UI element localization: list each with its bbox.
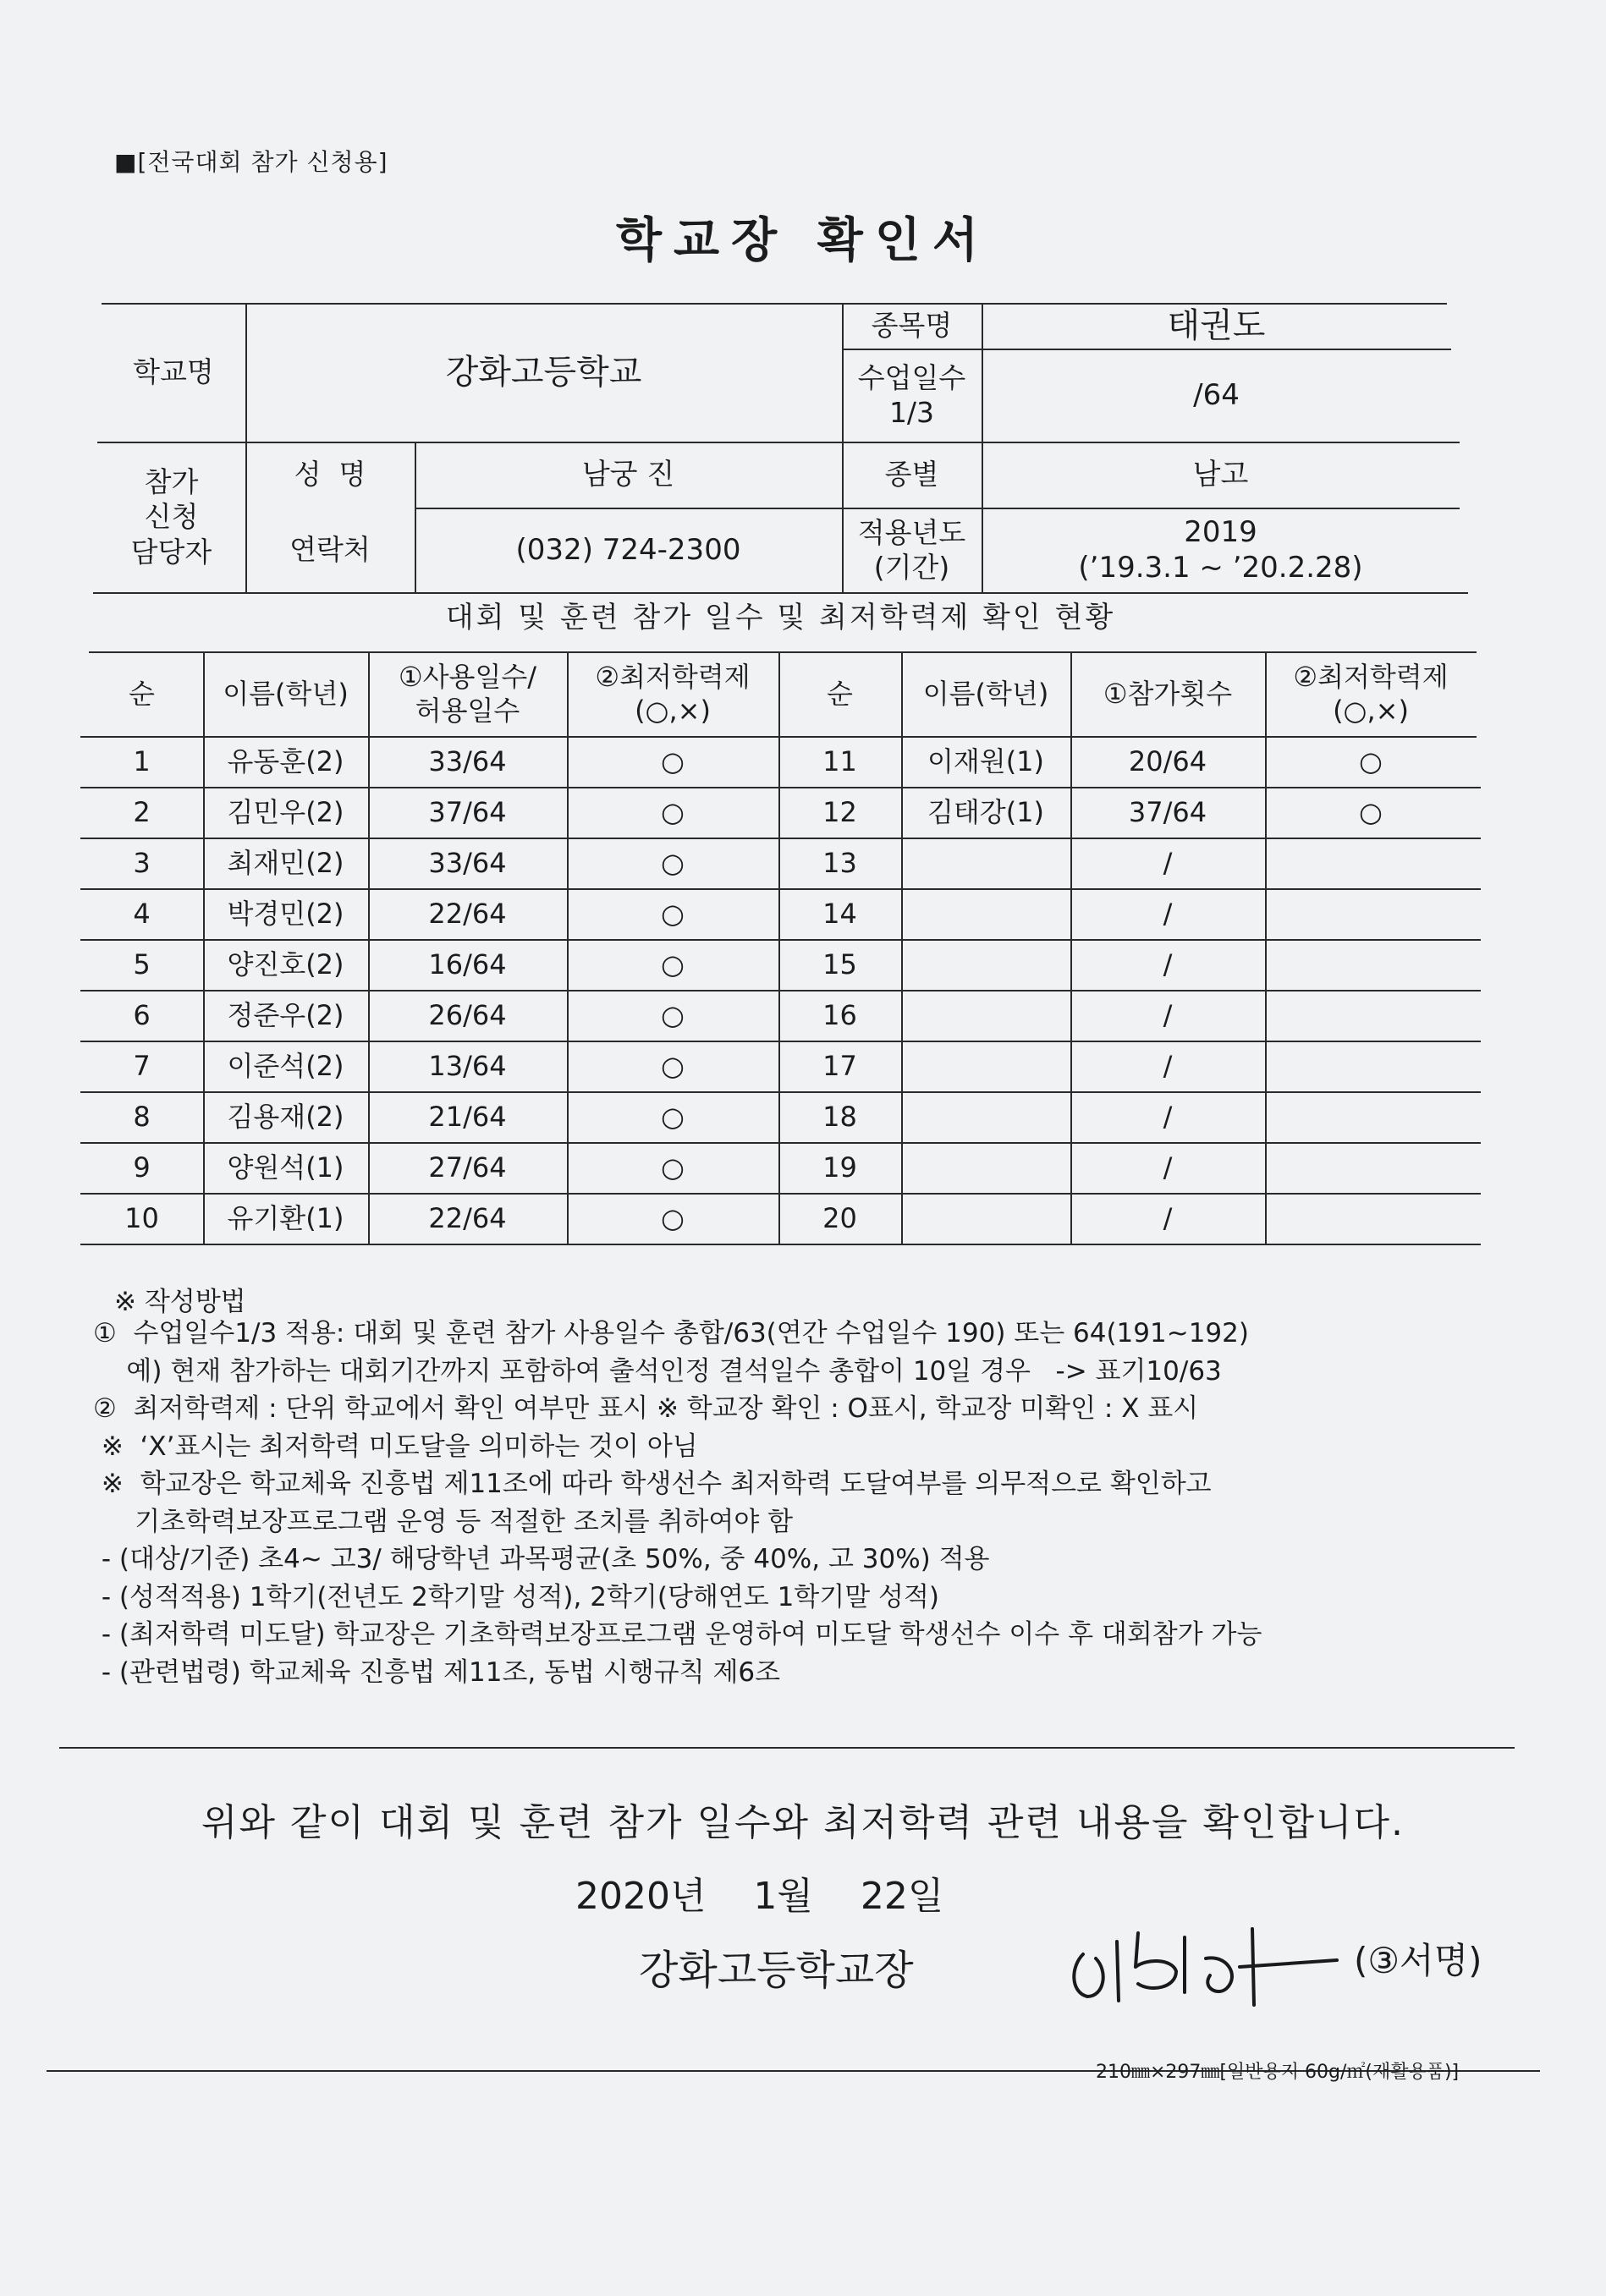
left-row-5-academic: ○ (661, 948, 685, 980)
right-row-6-name (901, 990, 1070, 1041)
right-row-9-days: / (1163, 1151, 1173, 1184)
left-row-8-days: 21/64 (428, 1101, 507, 1133)
left-row-9-name: 양원석(1) (227, 1151, 344, 1184)
category-value: 남고 (1192, 457, 1249, 492)
right-row-10-name (901, 1193, 1070, 1244)
left-row-10-name: 유기환(1) (227, 1202, 344, 1234)
left-row-2-name: 김민우(2) (227, 796, 344, 828)
left-row-1-academic: ○ (661, 745, 685, 777)
right-row-6-no: 16 (822, 999, 857, 1031)
applicant-label: 참가 신청 담당자 (130, 465, 212, 569)
left-row-6-days: 26/64 (428, 999, 507, 1031)
contact-label: 연락처 (289, 533, 371, 567)
category-label: 종별 (884, 458, 939, 492)
left-row-9-academic: ○ (661, 1151, 685, 1184)
sport-label: 종목명 (871, 309, 953, 343)
left-row-5-days: 16/64 (428, 948, 507, 980)
left-row-7-days: 13/64 (428, 1050, 507, 1082)
right-row-1-no: 11 (822, 745, 857, 777)
left-row-5-name: 양진호(2) (227, 948, 344, 980)
right-row-2-academic: ○ (1359, 796, 1383, 828)
left-row-7-academic: ○ (661, 1050, 685, 1082)
left-row-7-name: 이준석(2) (227, 1050, 344, 1082)
school-head-title: 강화고등학교장 (639, 1947, 914, 1994)
left-row-1-no: 1 (133, 745, 151, 777)
right-row-8-academic (1265, 1091, 1477, 1142)
left-row-3-days: 33/64 (428, 847, 507, 879)
right-row-6-days: / (1163, 999, 1173, 1031)
left-row-5-no: 5 (133, 948, 151, 980)
left-row-4-days: 22/64 (428, 898, 507, 930)
instruction-line: ① 수업일수1/3 적용: 대회 및 훈련 참가 사용일수 총합/63(연간 수업일수 190) 또는 64(191~192) (93, 1318, 1249, 1348)
form-type-tag: ■[전국대회 참가 신청용] (114, 148, 388, 176)
right-row-3-days: / (1163, 847, 1173, 879)
left-row-10-academic: ○ (661, 1202, 685, 1234)
right-row-4-no: 14 (822, 898, 857, 930)
right-row-8-no: 18 (822, 1101, 857, 1133)
left-row-10-no: 10 (124, 1202, 159, 1234)
col-header-no-left: 순 (129, 678, 155, 710)
right-row-7-no: 17 (822, 1050, 857, 1082)
right-row-2-days: 37/64 (1128, 796, 1207, 828)
year-value: 2019 (’19.3.1 ~ ’20.2.28) (1078, 514, 1363, 585)
col-header-count-right: ①참가횟수 (1103, 678, 1233, 710)
left-row-8-academic: ○ (661, 1101, 685, 1133)
left-row-4-name: 박경민(2) (227, 898, 344, 930)
sport-value: 태권도 (1167, 306, 1266, 345)
right-row-1-name: 이재원(1) (927, 745, 1045, 777)
confirmation-statement: 위와 같이 대회 및 훈련 참가 일수와 최저학력 관련 내용을 확인합니다. (201, 1801, 1405, 1844)
days-value: /64 (1193, 377, 1240, 412)
school-label: 학교명 (133, 355, 214, 389)
right-row-10-academic (1265, 1193, 1477, 1244)
right-row-4-academic (1265, 888, 1477, 939)
right-row-9-no: 19 (822, 1151, 857, 1184)
instruction-line: 기초학력보장프로그램 운영 등 적절한 조치를 취하여야 함 (93, 1506, 794, 1537)
left-row-9-days: 27/64 (428, 1151, 507, 1184)
year-label: 적용년도 (기간) (857, 515, 966, 584)
instruction-line: ② 최저학력제 : 단위 학교에서 확인 여부만 표시 ※ 학교장 확인 : O표시, 학교장 미확인 : X 표시 (93, 1393, 1199, 1424)
right-row-7-name (901, 1041, 1070, 1091)
left-row-3-academic: ○ (661, 847, 685, 879)
instruction-line: ※ 학교장은 학교체육 진흥법 제11조에 따라 학생선수 최저학력 도달여부를 의무적으로 확인하고 (93, 1469, 1212, 1499)
left-row-2-academic: ○ (661, 796, 685, 828)
right-row-5-no: 15 (822, 948, 857, 980)
handwritten-signature (1058, 1908, 1362, 2018)
right-row-5-name (901, 939, 1070, 990)
right-row-9-name (901, 1142, 1070, 1193)
right-row-3-no: 13 (822, 847, 857, 879)
right-row-3-academic (1265, 838, 1477, 888)
instruction-line: - (대상/기준) 초4~ 고3/ 해당학년 과목평균(초 50%, 중 40%, 고 30%) 적용 (93, 1544, 990, 1574)
left-row-6-no: 6 (133, 999, 151, 1031)
left-row-2-no: 2 (133, 796, 151, 828)
instruction-line: - (최저학력 미도달) 학교장은 기초학력보장프로그램 운영하여 미도달 학생선수 이수 후 대회참가 가능 (93, 1619, 1262, 1650)
right-row-8-days: / (1163, 1101, 1173, 1133)
left-row-7-no: 7 (133, 1050, 151, 1082)
right-row-3-name (901, 838, 1070, 888)
left-row-3-no: 3 (133, 847, 151, 879)
days-label: 수업일수 1/3 (857, 360, 966, 429)
col-header-name-right: 이름(학년) (922, 678, 1049, 710)
right-row-6-academic (1265, 990, 1477, 1041)
instruction-line: - (관련법령) 학교체육 진흥법 제11조, 동법 시행규칙 제6조 (93, 1656, 781, 1688)
signature-stamp-label: (③서명) (1354, 1940, 1482, 1981)
right-row-10-no: 20 (822, 1202, 857, 1234)
right-row-1-days: 20/64 (1128, 745, 1207, 777)
left-row-6-name: 정준우(2) (227, 999, 344, 1031)
table-caption: 대회 및 훈련 참가 일수 및 최저학력제 확인 현황 (445, 600, 1116, 634)
left-row-9-no: 9 (133, 1151, 151, 1184)
school-name: 강화고등학교 (445, 353, 642, 392)
contact-value: (032) 724-2300 (515, 532, 741, 567)
right-row-2-name: 김태강(1) (927, 796, 1045, 828)
left-row-4-academic: ○ (661, 898, 685, 930)
left-row-1-days: 33/64 (428, 745, 507, 777)
right-row-7-days: / (1163, 1050, 1173, 1082)
right-row-8-name (901, 1091, 1070, 1142)
right-row-10-days: / (1163, 1202, 1173, 1234)
confirmation-date: 2020년 1월 22일 (575, 1875, 944, 1918)
right-row-1-academic: ○ (1359, 745, 1383, 777)
col-header-days-left: ①사용일수/ 허용일수 (398, 661, 537, 727)
right-row-5-academic (1265, 939, 1477, 990)
paper-spec: 210㎜×297㎜[일반용지 60g/㎡(재활용품)] (1096, 2062, 1460, 2083)
left-row-2-days: 37/64 (428, 796, 507, 828)
left-row-8-no: 8 (133, 1101, 151, 1133)
col-header-name-left: 이름(학년) (223, 678, 349, 710)
col-header-academic-right: ②최저학력제 (○,×) (1293, 661, 1449, 727)
col-header-academic-left: ②최저학력제 (○,×) (595, 661, 751, 727)
left-row-1-name: 유동훈(2) (227, 745, 344, 777)
right-row-4-days: / (1163, 898, 1173, 930)
right-row-5-days: / (1163, 948, 1173, 980)
left-row-6-academic: ○ (661, 999, 685, 1031)
instructions-heading: ※ 작성방법 (114, 1287, 246, 1317)
right-row-9-academic (1265, 1142, 1477, 1193)
col-header-no-right: 순 (827, 678, 853, 710)
name-label: 성 명 (294, 458, 366, 492)
left-row-8-name: 김용재(2) (227, 1101, 344, 1133)
applicant-name: 남궁 진 (581, 457, 675, 492)
left-row-10-days: 22/64 (428, 1202, 507, 1234)
left-row-4-no: 4 (133, 898, 151, 930)
document-title: 학교장 확인서 (615, 213, 991, 268)
instruction-line: - (성적적용) 1학기(전년도 2학기말 성적), 2학기(당해연도 1학기말 성적) (93, 1581, 939, 1612)
instruction-line: ※ ‘X’표시는 최저학력 미도달을 의미하는 것이 아님 (93, 1431, 698, 1462)
left-row-3-name: 최재민(2) (227, 847, 344, 879)
right-row-4-name (901, 888, 1070, 939)
right-row-7-academic (1265, 1041, 1477, 1091)
instruction-line: 예) 현재 참가하는 대회기간까지 포함하여 출석인정 결석일수 총합이 10일 경우 -> 표기10/63 (93, 1355, 1222, 1387)
right-row-2-no: 12 (822, 796, 857, 828)
